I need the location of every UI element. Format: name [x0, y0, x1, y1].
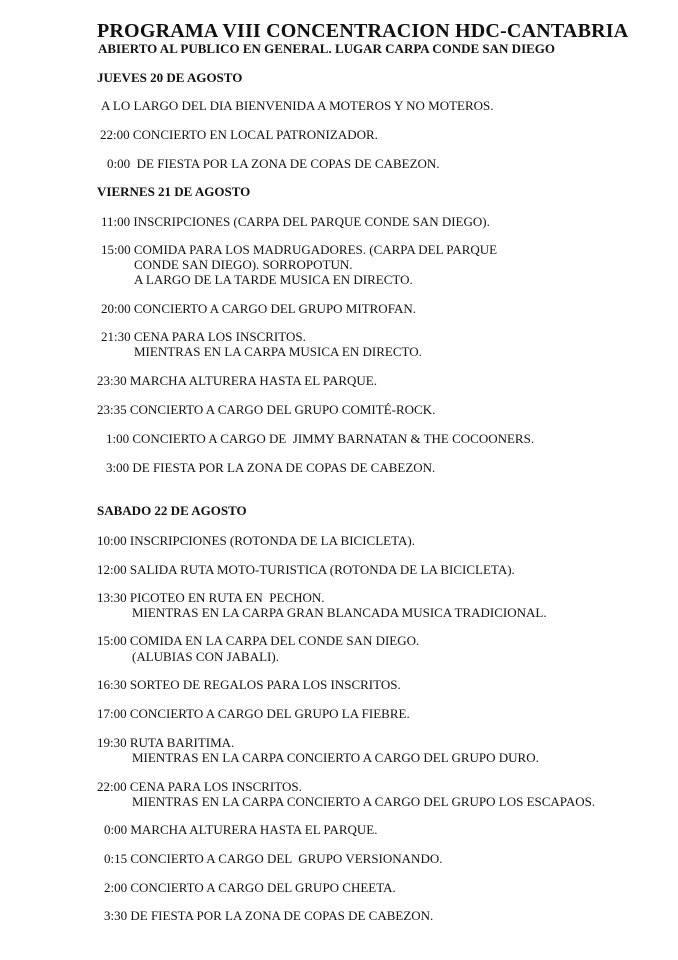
event-row — [97, 562, 515, 577]
event-row — [97, 706, 410, 721]
event-time: 13:30 — [97, 590, 127, 605]
event-text: (ALUBIAS CON JABALI). — [132, 649, 279, 664]
event-text: DE FIESTA POR LA ZONA DE COPAS DE CABEZON. — [136, 156, 440, 171]
event-text: A LARGO DE LA TARDE MUSICA EN DIRECTO. — [134, 272, 413, 287]
event-text: MIENTRAS EN LA CARPA CONCIERTO A CARGO DEL GRUPO LOS ESCAPAOS. — [132, 794, 596, 809]
day-heading: SABADO 22 DE AGOSTO — [97, 503, 247, 518]
event-text: A LO LARGO DEL DIA BIENVENIDA A MOTEROS Y NO MOTEROS. — [101, 98, 494, 113]
event-text: CONCIERTO A CARGO DEL GRUPO COMITÉ-ROCK. — [129, 402, 436, 417]
event-row — [97, 373, 377, 388]
event-time: 15:00 — [101, 242, 131, 257]
event-row — [101, 242, 497, 257]
event-text: CONCIERTO A CARGO DEL GRUPO LA FIEBRE. — [129, 706, 410, 721]
event-text: DE FIESTA POR LA ZONA DE COPAS DE CABEZON. — [132, 460, 436, 475]
event-text: INSCRIPCIONES (CARPA DEL PARQUE CONDE SAN DIEGO). — [133, 214, 490, 229]
event-text: COMIDA EN LA CARPA DEL CONDE SAN DIEGO. — [129, 633, 420, 648]
event-row — [100, 127, 378, 142]
event-text: CONCIERTO A CARGO DEL GRUPO MITROFAN. — [133, 301, 416, 316]
event-text: SALIDA RUTA MOTO-TURISTICA (ROTONDA DE LA BICICLETA). — [129, 562, 515, 577]
event-time: 10:00 — [97, 533, 127, 548]
event-time: 22:00 — [97, 779, 127, 794]
event-time: 17:00 — [97, 706, 127, 721]
event-row — [104, 851, 442, 866]
event-row — [97, 735, 234, 750]
event-text: MIENTRAS EN LA CARPA GRAN BLANCADA MUSICA TRADICIONAL. — [132, 605, 547, 620]
event-row — [101, 329, 306, 344]
event-time: 3:30 — [104, 908, 128, 923]
event-time: 15:00 — [97, 633, 127, 648]
event-time: 21:30 — [101, 329, 131, 344]
event-row — [104, 822, 377, 837]
event-text: MARCHA ALTURERA HASTA EL PARQUE. — [130, 822, 378, 837]
event-row — [104, 908, 433, 923]
event-time: 22:00 — [100, 127, 130, 142]
event-time: 23:35 — [97, 402, 127, 417]
event-text: RUTA BARITIMA. — [129, 735, 235, 750]
event-text: CENA PARA LOS INSCRITOS. — [129, 779, 302, 794]
event-text: MARCHA ALTURERA HASTA EL PARQUE. — [129, 373, 377, 388]
event-row — [97, 633, 419, 648]
event-time: 0:00 — [104, 822, 128, 837]
event-row — [106, 460, 435, 475]
event-row — [97, 677, 401, 692]
event-time: 19:30 — [97, 735, 127, 750]
event-time: 12:00 — [97, 562, 127, 577]
event-row — [107, 156, 440, 171]
event-text: CONDE SAN DIEGO). SORROPOTUN. — [134, 257, 353, 272]
event-text: CONCIERTO A CARGO DEL GRUPO VERSIONANDO. — [130, 851, 443, 866]
event-time: 2:00 — [104, 880, 128, 895]
event-text: CONCIERTO A CARGO DE JIMMY BARNATAN & THE COCOONERS. — [132, 431, 535, 446]
event-time: 16:30 — [97, 677, 127, 692]
event-time: 0:15 — [104, 851, 128, 866]
event-text: CONCIERTO A CARGO DEL GRUPO CHEETA. — [130, 880, 396, 895]
day-heading: JUEVES 20 DE AGOSTO — [97, 70, 243, 85]
event-row — [97, 590, 325, 605]
event-text: PICOTEO EN RUTA EN PECHON. — [129, 590, 325, 605]
event-time: 3:00 — [106, 460, 130, 475]
event-row — [97, 402, 435, 417]
event-text: SORTEO DE REGALOS PARA LOS INSCRITOS. — [129, 677, 401, 692]
event-row — [97, 779, 302, 794]
day-heading: VIERNES 21 DE AGOSTO — [97, 184, 251, 199]
event-text: MIENTRAS EN LA CARPA MUSICA EN DIRECTO. — [134, 344, 422, 359]
event-row — [101, 301, 416, 316]
event-text: DE FIESTA POR LA ZONA DE COPAS DE CABEZON. — [130, 908, 434, 923]
event-text: COMIDA PARA LOS MADRUGADORES. (CARPA DEL PARQUE — [133, 242, 498, 257]
event-text: CONCIERTO EN LOCAL PATRONIZADOR. — [132, 127, 378, 142]
event-time: 1:00 — [106, 431, 130, 446]
event-text: CENA PARA LOS INSCRITOS. — [133, 329, 306, 344]
event-time: 11:00 — [101, 214, 131, 229]
event-row — [106, 431, 534, 446]
event-time: 0:00 — [107, 156, 131, 171]
event-text: MIENTRAS EN LA CARPA CONCIERTO A CARGO DEL GRUPO DURO. — [132, 750, 539, 765]
page-title: PROGRAMA VIII CONCENTRACION HDC-CANTABRIA — [97, 20, 629, 42]
event-time: 20:00 — [101, 301, 131, 316]
event-row — [97, 533, 415, 548]
event-time: 23:30 — [97, 373, 127, 388]
event-row — [104, 880, 396, 895]
event-text: INSCRIPCIONES (ROTONDA DE LA BICICLETA). — [129, 533, 415, 548]
event-row — [101, 214, 490, 229]
page-subtitle: ABIERTO AL PUBLICO EN GENERAL. LUGAR CARPA CONDE SAN DIEGO — [98, 41, 556, 56]
